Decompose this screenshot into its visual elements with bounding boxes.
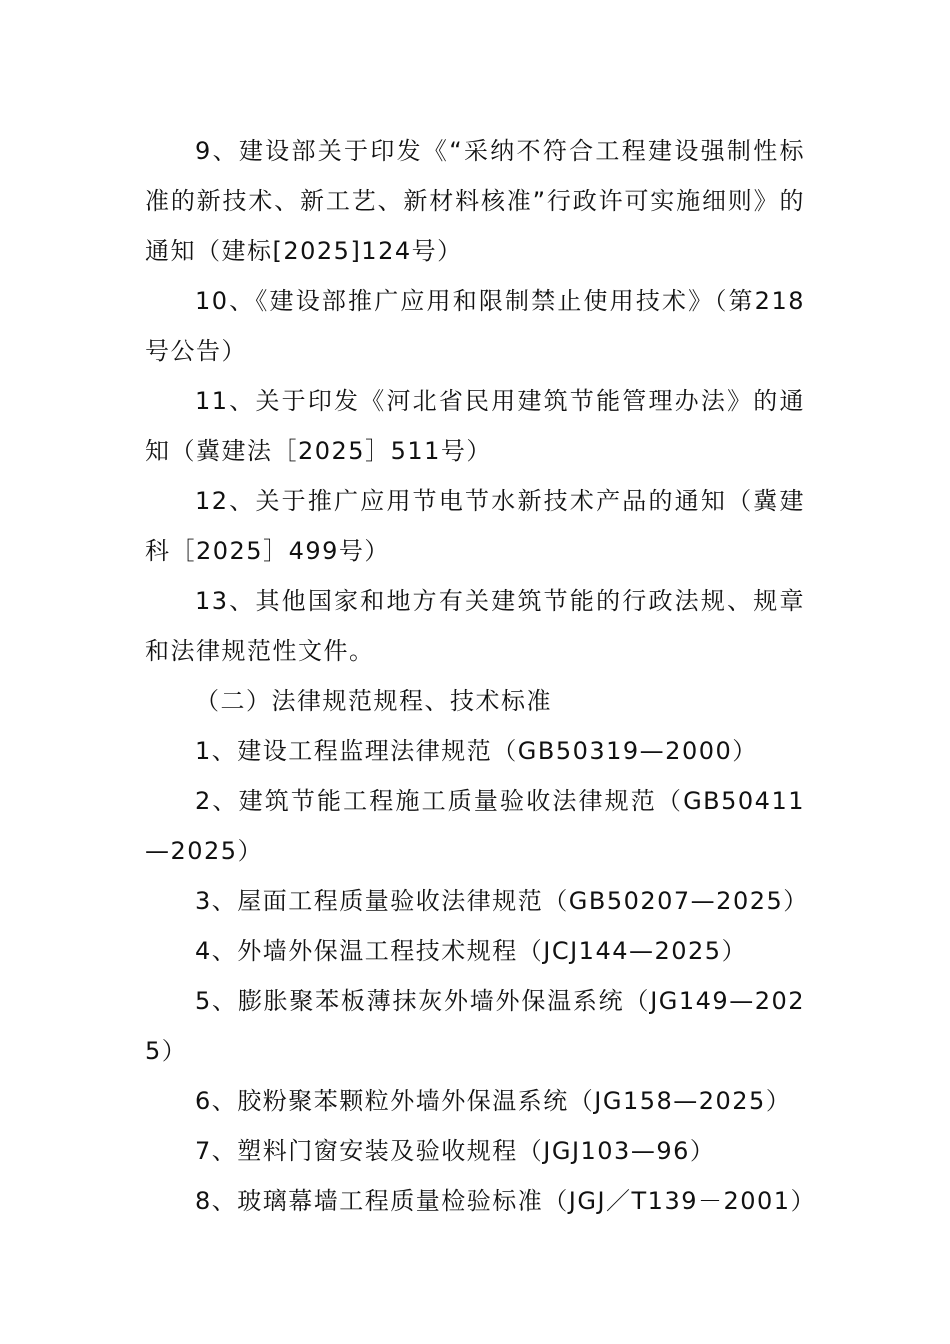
section-heading-standards: （二）法律规范规程、技术标准 <box>195 687 552 715</box>
standard-item-2: 2、建筑节能工程施工质量验收法律规范（GB50411—2025） <box>145 787 805 865</box>
paragraph-item-10: 10、《建设部推广应用和限制禁止使用技术》（第218号公告） <box>145 287 805 365</box>
paragraph-item-9: 9、建设部关于印发《“采纳不符合工程建设强制性标准的新技术、新工艺、新材料核准”行政许可实施细则》的通知（建标[2025]124号） <box>145 137 805 265</box>
standard-item-7: 7、塑料门窗安装及验收规程（JGJ103—96） <box>195 1137 716 1165</box>
standard-item-6: 6、胶粉聚苯颗粒外墙外保温系统（JG158—2025） <box>195 1087 792 1115</box>
paragraph-item-11: 11、关于印发《河北省民用建筑节能管理办法》的通知（冀建法［2025］511号） <box>145 387 805 465</box>
paragraph-item-12: 12、关于推广应用节电节水新技术产品的通知（冀建科［2025］499号） <box>145 487 805 565</box>
standard-item-4: 4、外墙外保温工程技术规程（JCJ144—2025） <box>195 937 748 965</box>
standard-item-8: 8、玻璃幕墙工程质量检验标准（JGJ／T139－2001） <box>195 1187 817 1215</box>
standard-item-1: 1、建设工程监理法律规范（GB50319—2000） <box>195 737 758 765</box>
document-body <box>145 126 817 1226</box>
paragraph-item-13: 13、其他国家和地方有关建筑节能的行政法规、规章和法律规范性文件。 <box>145 587 805 665</box>
standard-item-3: 3、屋面工程质量验收法律规范（GB50207—2025） <box>195 887 809 915</box>
standard-item-5: 5、膨胀聚苯板薄抹灰外墙外保温系统（JG149—2025） <box>145 987 805 1065</box>
